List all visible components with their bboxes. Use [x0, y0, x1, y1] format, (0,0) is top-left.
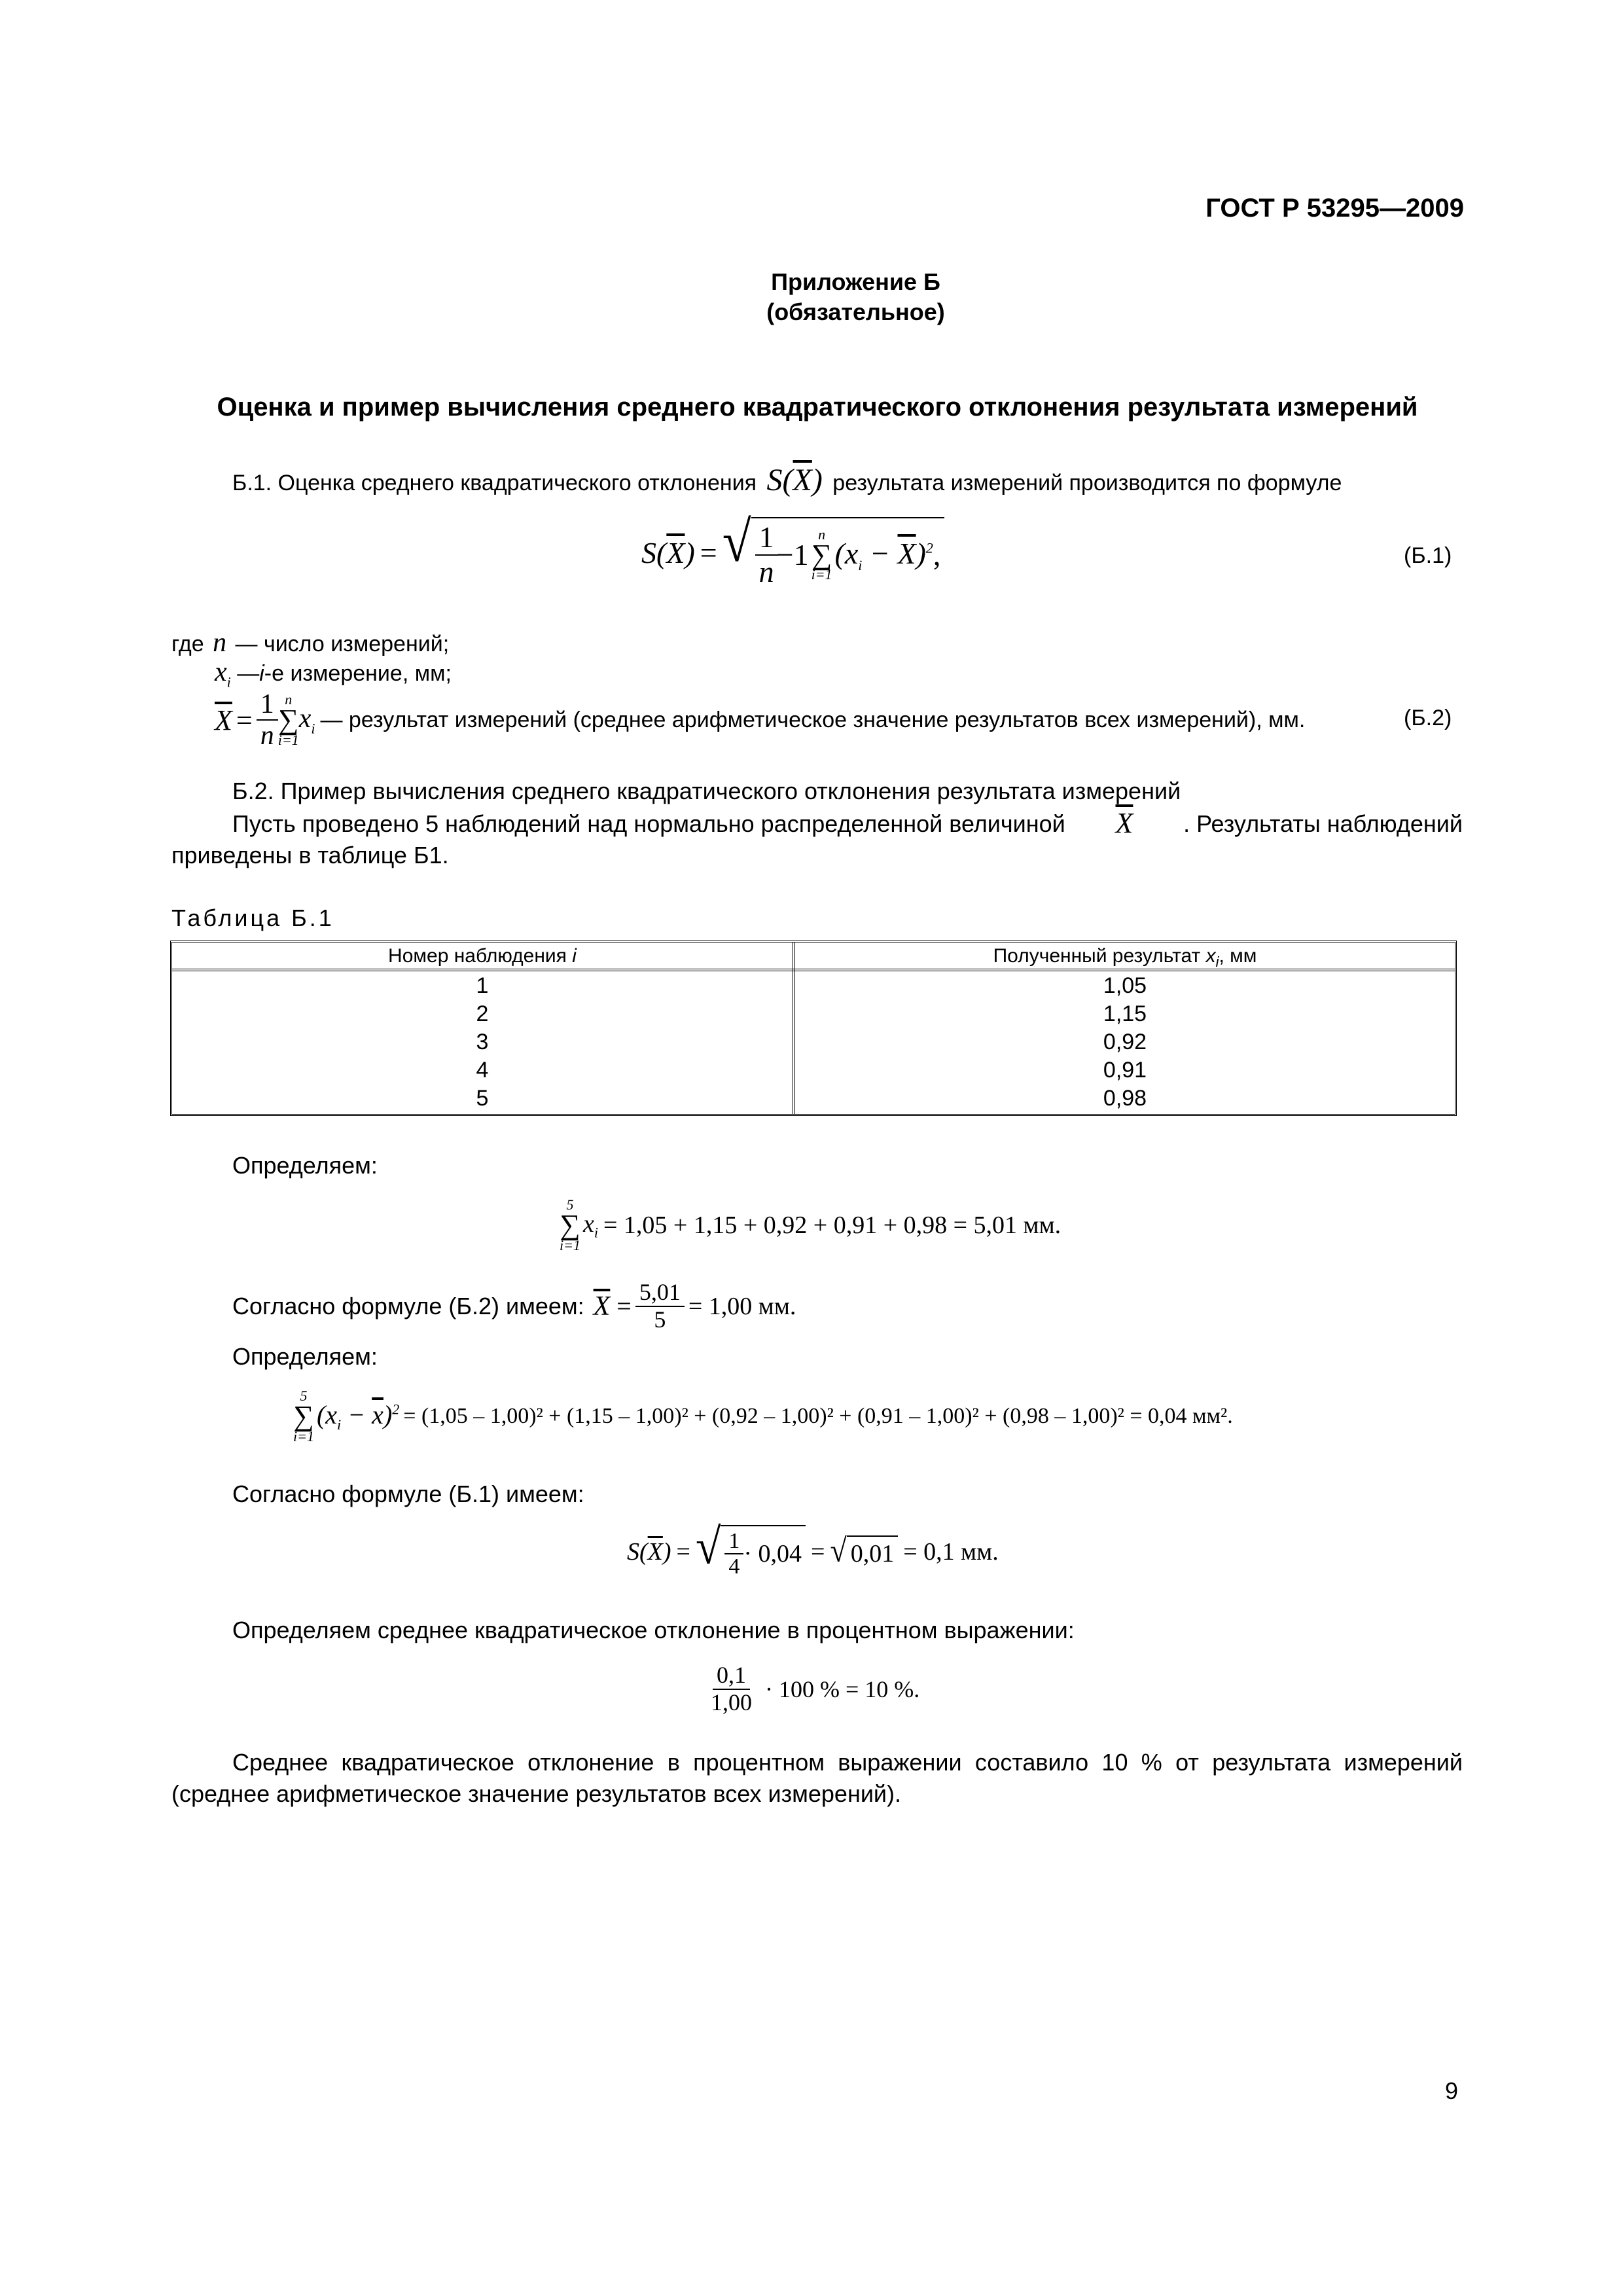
b2-title: Б.2. Пример вычисления среднего квадратического отклонения результата измерений [232, 778, 1181, 804]
table-row: 1 1,05 [476, 973, 1147, 998]
percent-intro: Определяем среднее квадратическое отклонение в процентном выражении: [232, 1617, 1075, 1643]
table-b1 [170, 941, 1457, 1116]
def-xi: $x_i$ —i-е измерение, мм; [215, 657, 452, 691]
table-header-col2: Полученный результат $x_i$, мм [993, 945, 1257, 970]
page-number: 9 [1445, 2077, 1459, 2104]
table-row: 3 0,92 [476, 1030, 1147, 1054]
b2-paragraph-line2: приведены в таблице Б1. [171, 842, 449, 869]
b1-intro [232, 462, 1342, 498]
table-row: 2 1,15 [476, 1001, 1147, 1026]
b1-intro-after: результата измерений производится по формуле [832, 471, 1342, 495]
table-caption: Таблица Б.1 [171, 905, 334, 931]
per-b1-label: Согласно формуле (Б.1) имеем: [232, 1480, 584, 1507]
appendix-title: Приложение Б [771, 268, 940, 295]
appendix-subtitle: (обязательное) [766, 298, 945, 325]
table-body [172, 973, 1455, 1114]
def-xbar: $\overline{X}$ = $\frac{1}{n}$ n ∑ i=1 $x_i$ — результат измерений (среднее арифметическое значение результатов всех измерений), мм. [215, 689, 1306, 751]
s-of-xbar-inline: $S(\overline{X})$ [766, 463, 823, 497]
document-id: ГОСТ Р 53295—2009 [1205, 194, 1464, 223]
mean-line: Согласно формуле (Б.2) имеем: $\overline{X}$ = $\frac{5,01}{5}$ = 1,00 мм. [232, 1279, 796, 1333]
formula-b1: $S(\overline{X})$ = √ $\frac{1}{n}$ −1 n ∑ i=1 $(x_i - \overline{X})^2$ , [641, 517, 944, 588]
table-row: 4 0,91 [476, 1058, 1147, 1083]
determine-label-2: Определяем: [232, 1343, 378, 1370]
section-title: Оценка и пример вычисления среднего квадратического отклонения результата измерений [217, 393, 1418, 422]
b2-paragraph: Пусть проведено 5 наблюдений над нормально распределенной величиной $\overline{X}$ . Результаты наблюдений [232, 807, 1463, 839]
conclusion-line-2: (среднее арифметическое значение результатов всех измерений). [171, 1780, 902, 1807]
formula-b2-label: (Б.2) [1404, 706, 1452, 730]
s-result-formula: $S(\overline{X})$ = √ $\frac{1}{4}$ · 0,04 = √ 0,01 = 0,1 мм. [627, 1519, 999, 1579]
squares-formula: 5 ∑ i=1 $(x_i - \overline{x})^2$ = (1,05 – 1,00)² + (1,15 – 1,00)² + (0,92 – 1,00)² + (0,91 – 1,00)² + (0,98 – 1,00)² = 0,04 мм². [293, 1388, 1233, 1444]
b1-intro-before: Б.1. Оценка среднего квадратического отклонения [232, 471, 757, 495]
formula-b1-label: (Б.1) [1404, 543, 1452, 568]
def-n: где n — число измерений; [171, 628, 450, 658]
table-row: 5 0,98 [476, 1086, 1147, 1111]
sum-formula: 5 ∑ i=1 $x_i$ = 1,05 + 1,15 + 0,92 + 0,91 + 0,98 = 5,01 мм. [560, 1196, 1061, 1253]
percent-formula: $\frac{0,1}{1,00}$ · 100 % = 10 %. [711, 1662, 920, 1715]
conclusion-line-1: Среднее квадратическое отклонение в процентном выражении составило 10 % от результата измерений [232, 1749, 1463, 1776]
determine-label-1: Определяем: [232, 1152, 378, 1179]
table-header-col1: Номер наблюдения i [388, 945, 577, 967]
